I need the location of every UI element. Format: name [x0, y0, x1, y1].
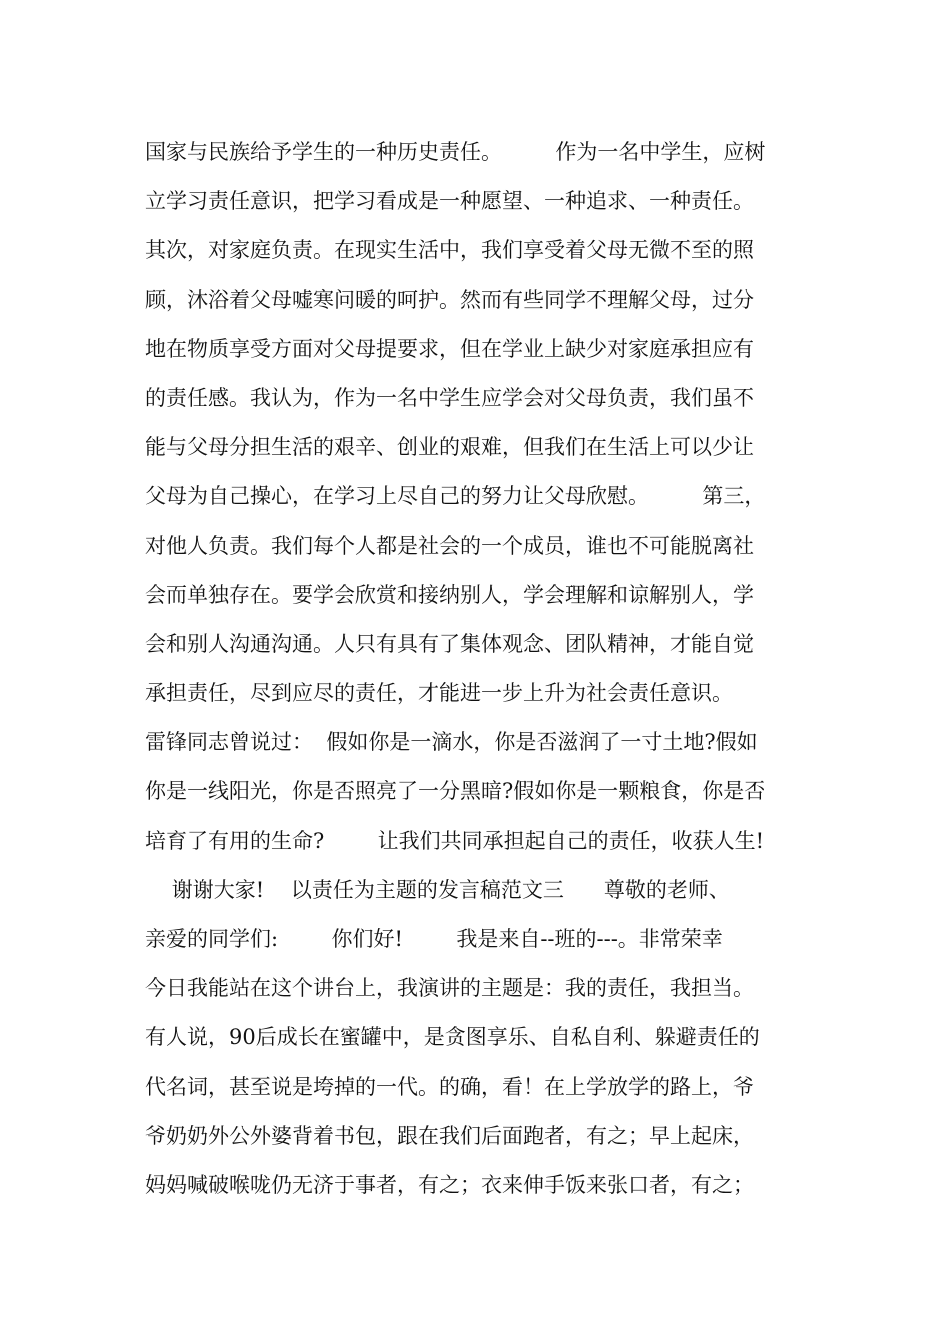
text-line: 能与父母分担生活的艰辛、创业的艰难，但我们在生活上可以少让	[145, 435, 754, 460]
text-line: 培育了有用的生命? 让我们共同承担起自己的责任，收获人生!	[145, 828, 765, 853]
body-text	[145, 128, 825, 1210]
text-line: 有人说，90后成长在蜜罐中，是贪图享乐、自私自利、躲避责任的	[145, 1025, 760, 1050]
text-line: 的责任感。我认为，作为一名中学生应学会对父母负责，我们虽不	[145, 385, 754, 410]
text-line: 地在物质享受方面对父母提要求，但在学业上缺少对家庭承担应有	[145, 336, 754, 361]
text-line: 对他人负责。我们每个人都是社会的一个成员，谁也不可能脱离社	[145, 533, 754, 558]
text-line: 你是一线阳光，你是否照亮了一分黑暗?假如你是一颗粮食，你是否	[145, 779, 766, 804]
text-line: 亲爱的同学们: 你们好! 我是来自--班的---。非常荣幸	[145, 927, 723, 951]
text-line: 妈妈喊破喉咙仍无济于事者，有之；衣来伸手饭来张口者，有之；	[145, 1172, 754, 1197]
text-line: 代名词，甚至说是垮掉的一代。的确，看！在上学放学的路上，爷	[145, 1074, 754, 1099]
text-line: 会而单独存在。要学会欣赏和接纳别人，学会理解和谅解别人，学	[145, 582, 754, 607]
text-line: 立学习责任意识，把学习看成是一种愿望、一种追求、一种责任。	[145, 189, 754, 214]
text-line: 会和别人沟通沟通。人只有具有了集体观念、团队精神，才能自觉	[145, 631, 754, 656]
text-line: 承担责任，尽到应尽的责任，才能进一步上升为社会责任意识。	[145, 681, 733, 706]
text-line: 今日我能站在这个讲台上，我演讲的主题是：我的责任，我担当。	[145, 976, 754, 1001]
text-line: 谢谢大家! 以责任为主题的发言稿范文三 尊敬的老师、	[145, 877, 730, 902]
text-line: 雷锋同志曾说过： 假如你是一滴水，你是否滋润了一寸土地?假如	[145, 730, 758, 755]
text-line: 顾，沐浴着父母嘘寒问暖的呵护。然而有些同学不理解父母，过分	[145, 287, 754, 312]
text-line: 国家与民族给予学生的一种历史责任。 作为一名中学生，应树	[145, 140, 766, 164]
text-line: 父母为自己操心，在学习上尽自己的努力让父母欣慰。 第三，	[145, 484, 766, 509]
text-line: 爷奶奶外公外婆背着书包，跟在我们后面跑者，有之；早上起床，	[145, 1123, 754, 1148]
text-line: 其次，对家庭负责。在现实生活中，我们享受着父母无微不至的照	[145, 238, 754, 263]
